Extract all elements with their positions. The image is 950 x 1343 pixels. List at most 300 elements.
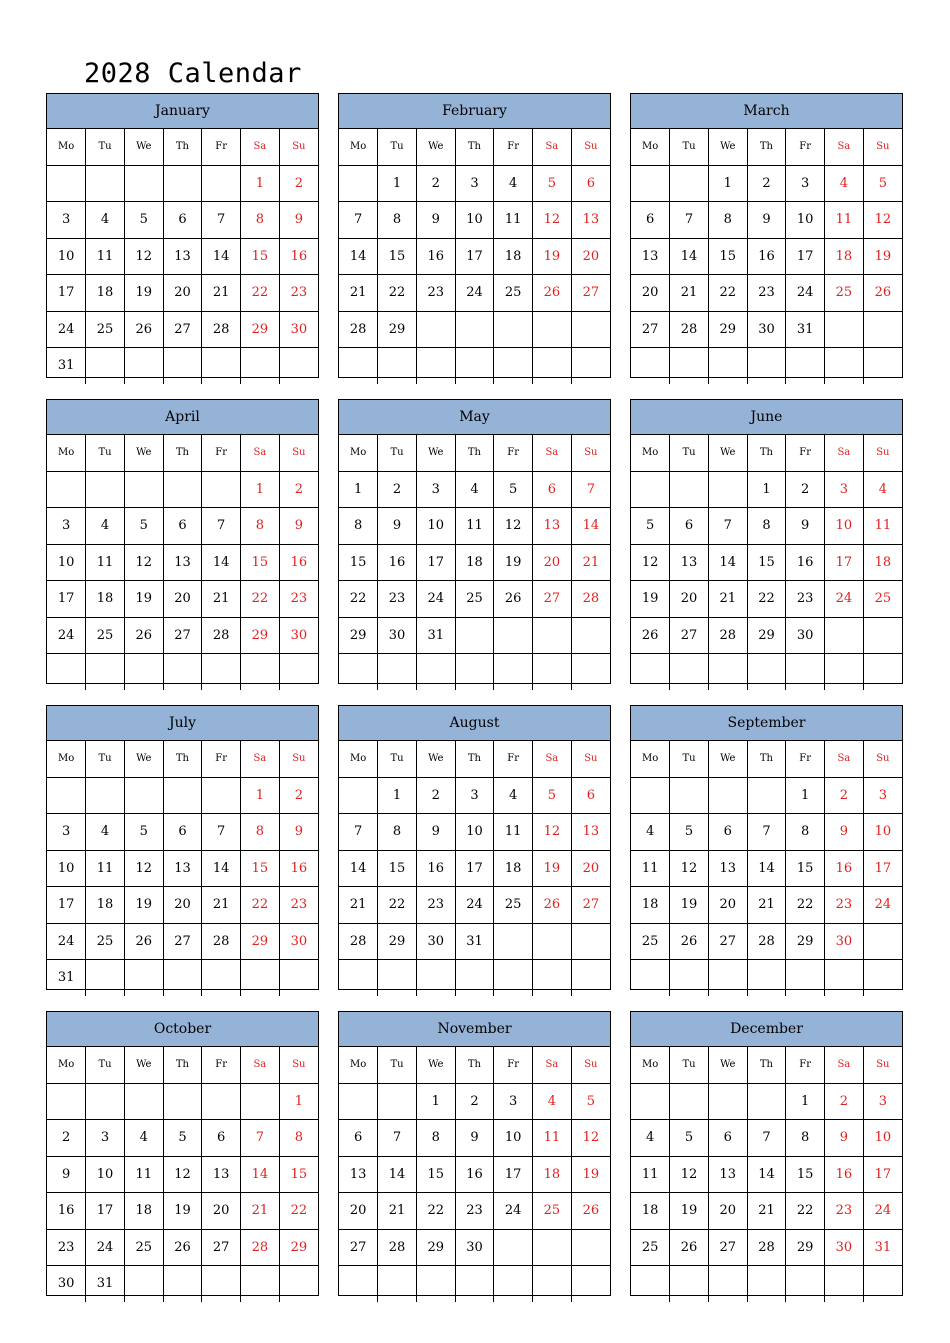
day-cell: 14 bbox=[202, 850, 241, 887]
day-cell: 13 bbox=[163, 238, 202, 275]
weekday-label: Tu bbox=[378, 1047, 417, 1083]
empty-cell bbox=[241, 1266, 280, 1302]
weekday-label: We bbox=[124, 129, 163, 165]
day-cell: 14 bbox=[339, 238, 378, 275]
empty-cell bbox=[670, 471, 709, 508]
empty-cell bbox=[455, 654, 494, 690]
day-cell: 8 bbox=[786, 1120, 825, 1157]
empty-cell bbox=[202, 654, 241, 690]
empty-cell bbox=[86, 165, 125, 202]
weekday-label: Fr bbox=[202, 741, 241, 777]
day-cell: 31 bbox=[47, 348, 86, 384]
day-cell: 28 bbox=[202, 923, 241, 960]
day-cell: 9 bbox=[825, 814, 864, 851]
day-cell: 19 bbox=[533, 850, 572, 887]
day-cell: 17 bbox=[863, 850, 902, 887]
day-cell: 3 bbox=[455, 165, 494, 202]
day-cell: 5 bbox=[533, 165, 572, 202]
day-cell: 12 bbox=[670, 1156, 709, 1193]
empty-cell bbox=[494, 1229, 533, 1266]
weekday-label: Sa bbox=[533, 435, 572, 471]
day-cell: 29 bbox=[378, 311, 417, 348]
day-cell: 12 bbox=[163, 1156, 202, 1193]
empty-cell bbox=[339, 960, 378, 996]
day-cell: 13 bbox=[533, 508, 572, 545]
day-cell: 31 bbox=[416, 617, 455, 654]
day-cell: 5 bbox=[124, 814, 163, 851]
day-cell: 17 bbox=[455, 850, 494, 887]
day-cell: 15 bbox=[339, 544, 378, 581]
weekday-label: Mo bbox=[641, 753, 659, 765]
day-cell: 7 bbox=[202, 814, 241, 851]
weekday-label: Mo bbox=[57, 447, 75, 459]
empty-cell bbox=[571, 348, 610, 384]
day-cell: 1 bbox=[279, 1083, 318, 1120]
day-cell: 14 bbox=[241, 1156, 280, 1193]
weekday-label: Tu bbox=[378, 129, 417, 165]
weekday-label: Mo bbox=[349, 141, 367, 153]
empty-cell bbox=[863, 1266, 902, 1302]
empty-cell bbox=[279, 1266, 318, 1302]
month-february bbox=[338, 93, 611, 378]
weekday-label: Th bbox=[747, 741, 786, 777]
day-cell: 31 bbox=[786, 311, 825, 348]
day-cell: 7 bbox=[708, 508, 747, 545]
empty-cell bbox=[533, 348, 572, 384]
empty-cell bbox=[631, 960, 670, 996]
day-cell: 20 bbox=[163, 581, 202, 618]
day-cell: 23 bbox=[786, 581, 825, 618]
day-cell: 15 bbox=[747, 544, 786, 581]
weekday-label: Mo bbox=[641, 1059, 659, 1071]
day-cell: 4 bbox=[825, 165, 864, 202]
empty-cell bbox=[202, 1266, 241, 1302]
day-cell: 1 bbox=[378, 777, 417, 814]
day-cell: 5 bbox=[670, 814, 709, 851]
empty-cell bbox=[786, 348, 825, 384]
empty-cell bbox=[241, 654, 280, 690]
day-cell: 15 bbox=[279, 1156, 318, 1193]
day-cell: 30 bbox=[825, 923, 864, 960]
day-cell: 24 bbox=[455, 275, 494, 312]
day-cell: 30 bbox=[747, 311, 786, 348]
day-cell: 25 bbox=[86, 617, 125, 654]
day-cell: 9 bbox=[279, 814, 318, 851]
day-cell: 8 bbox=[378, 202, 417, 239]
day-cell: 4 bbox=[494, 777, 533, 814]
weekday-label: Tu bbox=[86, 435, 125, 471]
empty-cell bbox=[163, 348, 202, 384]
day-cell: 30 bbox=[416, 923, 455, 960]
empty-cell bbox=[631, 348, 670, 384]
empty-cell bbox=[708, 1083, 747, 1120]
day-cell: 22 bbox=[786, 887, 825, 924]
day-cell: 12 bbox=[571, 1120, 610, 1157]
empty-cell bbox=[571, 923, 610, 960]
empty-cell bbox=[494, 617, 533, 654]
empty-cell bbox=[339, 1083, 378, 1120]
day-cell: 21 bbox=[378, 1193, 417, 1230]
weekday-label: Sa bbox=[533, 129, 572, 165]
weekday-label: Mo bbox=[349, 1059, 367, 1071]
month-september bbox=[630, 705, 903, 990]
day-cell: 13 bbox=[163, 850, 202, 887]
empty-cell bbox=[378, 654, 417, 690]
weekday-label: Fr bbox=[202, 1047, 241, 1083]
day-cell: 2 bbox=[47, 1120, 86, 1157]
day-cell: 6 bbox=[163, 508, 202, 545]
weekday-label: Su bbox=[571, 435, 610, 471]
day-cell: 19 bbox=[863, 238, 902, 275]
weekday-label: Tu bbox=[86, 741, 125, 777]
day-cell: 20 bbox=[202, 1193, 241, 1230]
day-cell: 25 bbox=[124, 1229, 163, 1266]
day-cell: 11 bbox=[86, 238, 125, 275]
day-cell: 4 bbox=[631, 1120, 670, 1157]
day-cell: 24 bbox=[47, 923, 86, 960]
day-cell: 6 bbox=[708, 814, 747, 851]
empty-cell bbox=[455, 617, 494, 654]
month-august bbox=[338, 705, 611, 990]
empty-cell bbox=[163, 165, 202, 202]
day-cell: 20 bbox=[571, 238, 610, 275]
day-cell: 17 bbox=[416, 544, 455, 581]
empty-cell bbox=[708, 654, 747, 690]
weekday-label: We bbox=[124, 741, 163, 777]
day-cell: 9 bbox=[279, 508, 318, 545]
day-cell: 4 bbox=[863, 471, 902, 508]
weekday-label: Sa bbox=[241, 435, 280, 471]
day-cell: 31 bbox=[86, 1266, 125, 1302]
day-cell: 5 bbox=[571, 1083, 610, 1120]
day-cell: 17 bbox=[47, 887, 86, 924]
day-cell: 12 bbox=[124, 850, 163, 887]
day-cell: 7 bbox=[202, 508, 241, 545]
day-cell: 18 bbox=[533, 1156, 572, 1193]
day-cell: 10 bbox=[455, 202, 494, 239]
day-cell: 3 bbox=[863, 777, 902, 814]
day-cell: 10 bbox=[47, 544, 86, 581]
day-cell: 18 bbox=[455, 544, 494, 581]
day-cell: 2 bbox=[747, 165, 786, 202]
day-cell: 2 bbox=[378, 471, 417, 508]
day-cell: 21 bbox=[747, 1193, 786, 1230]
day-cell: 8 bbox=[279, 1120, 318, 1157]
day-cell: 5 bbox=[533, 777, 572, 814]
weekday-label: Th bbox=[747, 435, 786, 471]
empty-cell bbox=[786, 960, 825, 996]
empty-cell bbox=[747, 654, 786, 690]
day-cell: 5 bbox=[863, 165, 902, 202]
empty-cell bbox=[708, 1266, 747, 1302]
weekday-label: Tu bbox=[378, 741, 417, 777]
month-name: July bbox=[47, 706, 318, 741]
empty-cell bbox=[786, 654, 825, 690]
day-cell: 9 bbox=[378, 508, 417, 545]
day-cell: 13 bbox=[571, 814, 610, 851]
month-name: September bbox=[631, 706, 902, 741]
day-cell: 3 bbox=[825, 471, 864, 508]
empty-cell bbox=[455, 960, 494, 996]
day-cell: 18 bbox=[86, 275, 125, 312]
weekday-label: Sa bbox=[825, 741, 864, 777]
weekday-label: Fr bbox=[786, 129, 825, 165]
day-cell: 26 bbox=[571, 1193, 610, 1230]
day-cell: 9 bbox=[455, 1120, 494, 1157]
weekday-label: Su bbox=[279, 741, 318, 777]
empty-cell bbox=[825, 311, 864, 348]
day-cell: 10 bbox=[47, 238, 86, 275]
day-cell: 21 bbox=[571, 544, 610, 581]
weekday-label: Sa bbox=[241, 741, 280, 777]
empty-cell bbox=[124, 471, 163, 508]
day-cell: 30 bbox=[279, 923, 318, 960]
day-cell: 6 bbox=[631, 202, 670, 239]
empty-cell bbox=[670, 654, 709, 690]
day-cell: 6 bbox=[533, 471, 572, 508]
day-cell: 3 bbox=[47, 508, 86, 545]
day-cell: 27 bbox=[533, 581, 572, 618]
day-cell: 23 bbox=[747, 275, 786, 312]
day-cell: 15 bbox=[416, 1156, 455, 1193]
day-cell: 2 bbox=[416, 777, 455, 814]
day-cell: 8 bbox=[786, 814, 825, 851]
day-cell: 20 bbox=[670, 581, 709, 618]
empty-cell bbox=[747, 1083, 786, 1120]
day-cell: 6 bbox=[163, 202, 202, 239]
day-cell: 23 bbox=[825, 1193, 864, 1230]
weekday-label: Su bbox=[863, 741, 902, 777]
day-cell: 7 bbox=[571, 471, 610, 508]
day-cell: 2 bbox=[279, 165, 318, 202]
day-cell: 26 bbox=[163, 1229, 202, 1266]
weekday-label: Fr bbox=[494, 435, 533, 471]
empty-cell bbox=[670, 1266, 709, 1302]
day-cell: 11 bbox=[631, 850, 670, 887]
day-cell: 14 bbox=[339, 850, 378, 887]
month-january bbox=[46, 93, 319, 378]
weekday-label: Th bbox=[455, 741, 494, 777]
day-cell: 5 bbox=[124, 508, 163, 545]
month-name: January bbox=[47, 94, 318, 129]
empty-cell bbox=[202, 1083, 241, 1120]
day-cell: 1 bbox=[786, 1083, 825, 1120]
day-cell: 5 bbox=[124, 202, 163, 239]
empty-cell bbox=[124, 654, 163, 690]
empty-cell bbox=[124, 777, 163, 814]
day-cell: 17 bbox=[47, 581, 86, 618]
day-cell: 10 bbox=[86, 1156, 125, 1193]
day-cell: 9 bbox=[47, 1156, 86, 1193]
empty-cell bbox=[279, 348, 318, 384]
empty-cell bbox=[279, 654, 318, 690]
weekday-label: Mo bbox=[57, 141, 75, 153]
day-cell: 10 bbox=[786, 202, 825, 239]
day-cell: 17 bbox=[494, 1156, 533, 1193]
day-cell: 1 bbox=[241, 471, 280, 508]
weekday-label: Th bbox=[163, 435, 202, 471]
empty-cell bbox=[747, 348, 786, 384]
day-cell: 16 bbox=[786, 544, 825, 581]
day-cell: 31 bbox=[455, 923, 494, 960]
day-cell: 14 bbox=[747, 850, 786, 887]
day-cell: 11 bbox=[455, 508, 494, 545]
day-cell: 11 bbox=[533, 1120, 572, 1157]
day-cell: 23 bbox=[455, 1193, 494, 1230]
empty-cell bbox=[533, 1266, 572, 1302]
weekday-label: Tu bbox=[378, 435, 417, 471]
day-cell: 8 bbox=[416, 1120, 455, 1157]
day-cell: 15 bbox=[708, 238, 747, 275]
empty-cell bbox=[571, 1229, 610, 1266]
day-cell: 14 bbox=[747, 1156, 786, 1193]
day-cell: 21 bbox=[670, 275, 709, 312]
empty-cell bbox=[571, 654, 610, 690]
day-cell: 2 bbox=[279, 471, 318, 508]
day-cell: 6 bbox=[339, 1120, 378, 1157]
day-cell: 28 bbox=[202, 617, 241, 654]
day-cell: 22 bbox=[241, 581, 280, 618]
weekday-label: Mo bbox=[641, 141, 659, 153]
day-cell: 14 bbox=[708, 544, 747, 581]
day-cell: 11 bbox=[494, 202, 533, 239]
day-cell: 8 bbox=[747, 508, 786, 545]
day-cell: 25 bbox=[863, 581, 902, 618]
weekday-label: Fr bbox=[494, 129, 533, 165]
day-cell: 16 bbox=[747, 238, 786, 275]
day-cell: 1 bbox=[786, 777, 825, 814]
empty-cell bbox=[202, 165, 241, 202]
empty-cell bbox=[202, 777, 241, 814]
day-cell: 24 bbox=[47, 617, 86, 654]
day-cell: 13 bbox=[202, 1156, 241, 1193]
empty-cell bbox=[494, 1266, 533, 1302]
day-cell: 30 bbox=[378, 617, 417, 654]
day-cell: 15 bbox=[786, 850, 825, 887]
day-cell: 23 bbox=[416, 887, 455, 924]
empty-cell bbox=[455, 348, 494, 384]
weekday-label: Su bbox=[571, 741, 610, 777]
day-cell: 21 bbox=[202, 275, 241, 312]
weekday-label: Tu bbox=[86, 129, 125, 165]
day-cell: 14 bbox=[202, 238, 241, 275]
day-cell: 26 bbox=[863, 275, 902, 312]
day-cell: 19 bbox=[494, 544, 533, 581]
weekday-label: Sa bbox=[825, 129, 864, 165]
day-cell: 2 bbox=[825, 1083, 864, 1120]
day-cell: 14 bbox=[202, 544, 241, 581]
day-cell: 8 bbox=[378, 814, 417, 851]
day-cell: 20 bbox=[708, 1193, 747, 1230]
empty-cell bbox=[47, 471, 86, 508]
day-cell: 25 bbox=[494, 275, 533, 312]
empty-cell bbox=[86, 777, 125, 814]
empty-cell bbox=[747, 777, 786, 814]
day-cell: 2 bbox=[279, 777, 318, 814]
day-cell: 2 bbox=[416, 165, 455, 202]
day-cell: 20 bbox=[533, 544, 572, 581]
day-cell: 7 bbox=[339, 814, 378, 851]
day-cell: 7 bbox=[670, 202, 709, 239]
day-cell: 30 bbox=[786, 617, 825, 654]
day-cell: 27 bbox=[163, 923, 202, 960]
day-cell: 24 bbox=[786, 275, 825, 312]
weekday-label: Fr bbox=[786, 435, 825, 471]
day-cell: 15 bbox=[378, 850, 417, 887]
day-cell: 13 bbox=[163, 544, 202, 581]
day-cell: 6 bbox=[571, 165, 610, 202]
day-cell: 13 bbox=[631, 238, 670, 275]
day-cell: 19 bbox=[124, 887, 163, 924]
day-cell: 6 bbox=[708, 1120, 747, 1157]
day-cell: 9 bbox=[786, 508, 825, 545]
day-cell: 1 bbox=[339, 471, 378, 508]
day-cell: 16 bbox=[279, 544, 318, 581]
day-cell: 29 bbox=[241, 923, 280, 960]
empty-cell bbox=[202, 960, 241, 996]
day-cell: 18 bbox=[863, 544, 902, 581]
empty-cell bbox=[825, 1266, 864, 1302]
day-cell: 22 bbox=[279, 1193, 318, 1230]
day-cell: 20 bbox=[631, 275, 670, 312]
empty-cell bbox=[378, 1266, 417, 1302]
day-cell: 26 bbox=[124, 311, 163, 348]
day-cell: 24 bbox=[863, 887, 902, 924]
empty-cell bbox=[825, 960, 864, 996]
empty-cell bbox=[747, 960, 786, 996]
empty-cell bbox=[631, 165, 670, 202]
day-cell: 1 bbox=[241, 165, 280, 202]
day-cell: 10 bbox=[494, 1120, 533, 1157]
day-cell: 7 bbox=[747, 814, 786, 851]
day-cell: 21 bbox=[202, 887, 241, 924]
day-cell: 4 bbox=[533, 1083, 572, 1120]
day-cell: 2 bbox=[786, 471, 825, 508]
day-cell: 13 bbox=[670, 544, 709, 581]
day-cell: 16 bbox=[378, 544, 417, 581]
empty-cell bbox=[708, 960, 747, 996]
day-cell: 19 bbox=[571, 1156, 610, 1193]
day-cell: 24 bbox=[86, 1229, 125, 1266]
day-cell: 29 bbox=[339, 617, 378, 654]
day-cell: 14 bbox=[571, 508, 610, 545]
empty-cell bbox=[533, 1229, 572, 1266]
day-cell: 25 bbox=[455, 581, 494, 618]
month-june bbox=[630, 399, 903, 684]
empty-cell bbox=[863, 654, 902, 690]
empty-cell bbox=[124, 348, 163, 384]
day-cell: 11 bbox=[86, 544, 125, 581]
empty-cell bbox=[416, 654, 455, 690]
day-cell: 11 bbox=[631, 1156, 670, 1193]
day-cell: 17 bbox=[786, 238, 825, 275]
weekday-label: Su bbox=[571, 129, 610, 165]
day-cell: 17 bbox=[825, 544, 864, 581]
day-cell: 17 bbox=[47, 275, 86, 312]
empty-cell bbox=[863, 923, 902, 960]
empty-cell bbox=[163, 654, 202, 690]
day-cell: 30 bbox=[455, 1229, 494, 1266]
day-cell: 16 bbox=[455, 1156, 494, 1193]
day-cell: 12 bbox=[124, 238, 163, 275]
day-cell: 7 bbox=[202, 202, 241, 239]
weekday-label: Fr bbox=[786, 741, 825, 777]
day-cell: 30 bbox=[47, 1266, 86, 1302]
month-name: November bbox=[339, 1012, 610, 1047]
empty-cell bbox=[124, 165, 163, 202]
day-cell: 28 bbox=[670, 311, 709, 348]
day-cell: 18 bbox=[631, 1193, 670, 1230]
